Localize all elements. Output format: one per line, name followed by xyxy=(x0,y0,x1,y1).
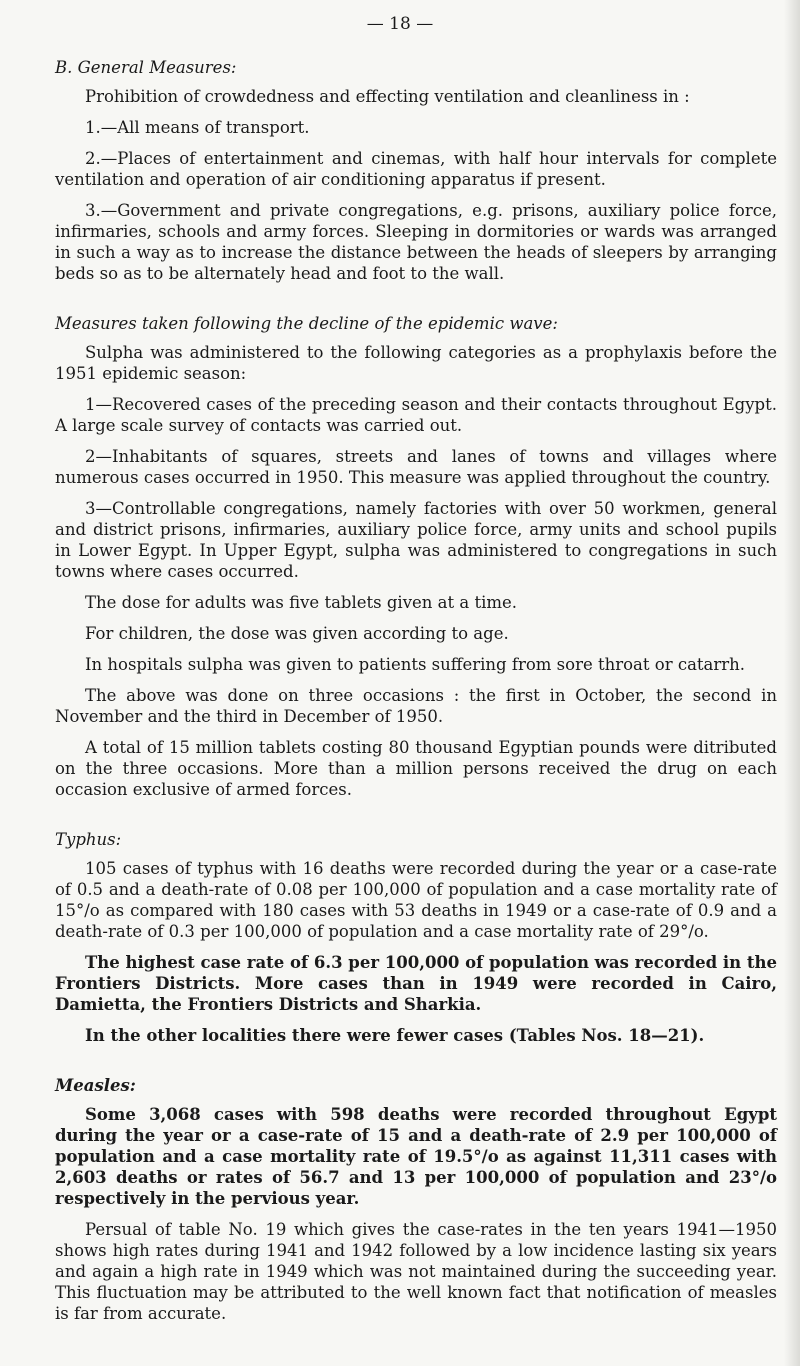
list-item: 2.—Places of entertainment and cinemas, with half hour intervals for complete ventilation and operation of air conditioning apparatus if present. xyxy=(55,149,777,189)
bold-block xyxy=(55,952,777,1324)
paragraph: In the other localities there were fewer cases (Tables Nos. 18—21). xyxy=(85,1026,705,1045)
section-heading-measures-taken: Measures taken following the decline of the epidemic wave: xyxy=(55,314,558,333)
page-content xyxy=(55,58,777,1334)
list-item: 1.—All means of transport. xyxy=(85,118,310,137)
paragraph: The above was done on three occasions : the first in October, the second in November and the third in December of 1950. xyxy=(55,686,777,726)
paragraph: A total of 15 million tablets costing 80 thousand Egyptian pounds were ditributed on the three occasions. More than a million persons received the drug on each occasion exclusive of armed forces. xyxy=(55,738,777,799)
section-heading-typhus: Typhus: xyxy=(55,830,122,849)
paragraph: In hospitals sulpha was given to patients suffering from sore throat or catarrh. xyxy=(85,655,746,674)
list-item: 3—Controllable congregations, namely factories with over 50 workmen, general and district prisons, infirmaries, auxiliary police force, army units and school pupils in Lower Egypt. In Upper Egypt, sulpha was administered to congregations in such towns where cases occurred. xyxy=(55,499,777,581)
paragraph: For children, the dose was given according to age. xyxy=(85,624,509,643)
paragraph: Prohibition of crowdedness and effecting ventilation and cleanliness in : xyxy=(85,87,690,106)
list-item: 3.—Government and private congregations, e.g. prisons, auxiliary police force, infirmaries, schools and army forces. Sleeping in dormitories or wards was arranged in such a way as to increase the distance between the heads of sleepers by arranging beds so as to be alternately head and foot to the wall. xyxy=(55,201,777,283)
paragraph: Sulpha was administered to the following categories as a prophylaxis before the 1951 epidemic season: xyxy=(55,343,777,383)
paragraph: Persual of table No. 19 which gives the case-rates in the ten years 1941—1950 shows high rates during 1941 and 1942 followed by a low incidence lasting six years and again a high rate in 1949 which was not maintained during the succeeding year. This fluctuation may be attributed to the well known fact that notification of measles is far from accurate. xyxy=(55,1220,777,1323)
list-item: 2—Inhabitants of squares, streets and lanes of towns and villages where numerous cases occurred in 1950. This measure was applied throughout the country. xyxy=(55,447,777,487)
page-number: — 18 — xyxy=(366,14,434,34)
section-heading-measles: Measles: xyxy=(55,1076,136,1095)
paragraph: Some 3,068 cases with 598 deaths were recorded throughout Egypt during the year or a case-rate of 15 and a death-rate of 2.9 per 100,000 of population and a case mortality rate of 19.5°/o as against 11,311 cases with 2,603 deaths or rates of 56.7 and 13 per 100,000 of population and 23°/o respectively in the pervious year. xyxy=(55,1105,777,1208)
paragraph: 105 cases of typhus with 16 deaths were recorded during the year or a case-rate of 0.5 and a death-rate of 0.08 per 100,000 of population and a case mortality rate of 15°/o as compared with 180 cases with 53 deaths in 1949 or a case-rate of 0.9 and a death-rate of 0.3 per 100,000 of population and a case mortality rate of 29°/o. xyxy=(55,859,777,941)
paragraph: The dose for adults was five tablets given at a time. xyxy=(85,593,518,612)
paragraph: The highest case rate of 6.3 per 100,000 of population was recorded in the Frontiers Districts. More cases than in 1949 were recorded in Cairo, Damietta, the Frontiers Districts and Sharkia. xyxy=(55,953,777,1014)
page-edge-shadow xyxy=(784,0,800,1366)
section-heading-general-measures: B. General Measures: xyxy=(55,58,237,77)
list-item: 1—Recovered cases of the preceding season and their contacts throughout Egypt. A large scale survey of contacts was carried out. xyxy=(55,395,777,435)
